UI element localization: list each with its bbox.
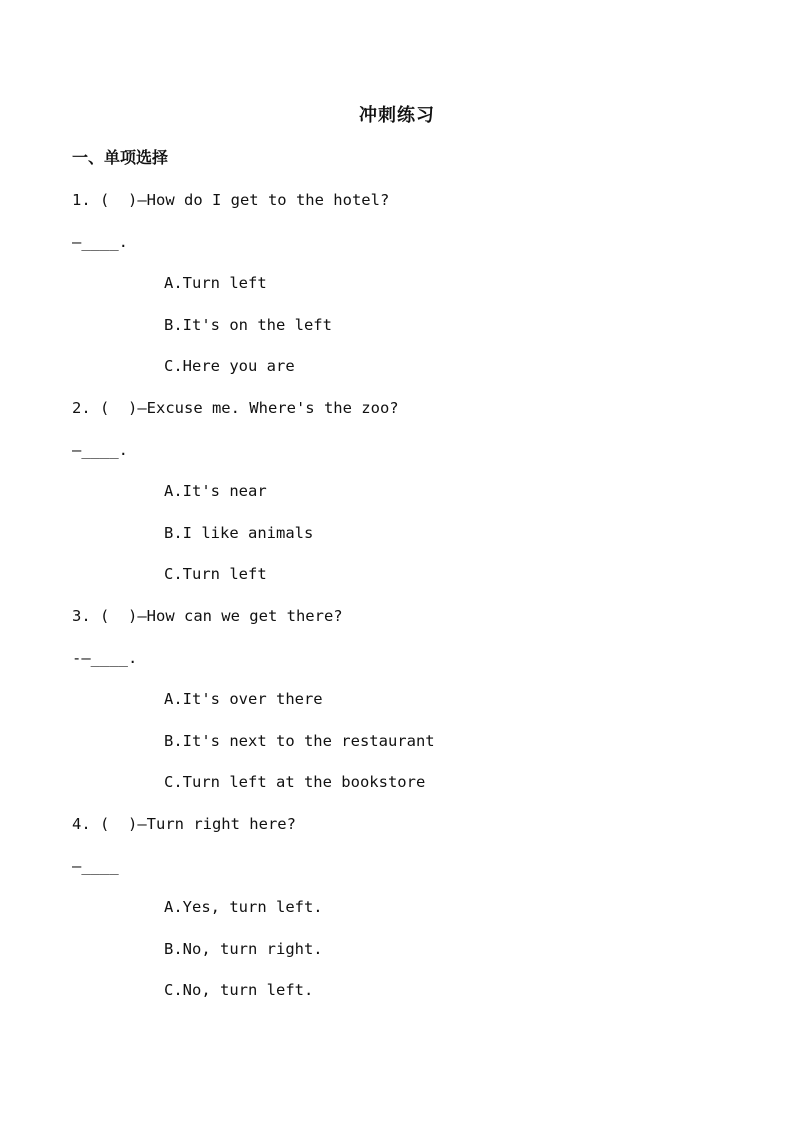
option-a: A.Yes, turn left. bbox=[164, 898, 323, 917]
question-3 bbox=[72, 604, 752, 812]
option-c: C.Turn left bbox=[164, 565, 267, 584]
question-stem: 4. ( )—Turn right here? bbox=[72, 814, 296, 833]
question-stem: 1. ( )—How do I get to the hotel? bbox=[72, 191, 390, 209]
option-a: A.It's near bbox=[164, 482, 267, 501]
option-b: B.It's next to the restaurant bbox=[164, 731, 435, 750]
answer-blank: -—____. bbox=[72, 648, 138, 667]
question-stem: 3. ( )—How can we get there? bbox=[72, 606, 343, 625]
question-1 bbox=[72, 188, 752, 396]
option-b: B.No, turn right. bbox=[164, 939, 323, 958]
option-a: A.Turn left bbox=[164, 274, 267, 293]
answer-blank: —____. bbox=[72, 440, 128, 459]
section-heading: 一、单项选择 bbox=[72, 148, 169, 167]
question-2 bbox=[72, 396, 752, 604]
answer-blank: —____. bbox=[72, 232, 128, 251]
page-title: 冲刺练习 bbox=[359, 105, 435, 126]
option-c: C.Here you are bbox=[164, 357, 295, 376]
option-b: B.It's on the left bbox=[164, 315, 332, 334]
question-4 bbox=[72, 812, 752, 1020]
option-c: C.Turn left at the bookstore bbox=[164, 773, 426, 792]
question-stem: 2. ( )—Excuse me. Where's the zoo? bbox=[72, 398, 399, 417]
option-b: B.I like animals bbox=[164, 523, 314, 542]
option-a: A.It's over there bbox=[164, 690, 323, 709]
option-c: C.No, turn left. bbox=[164, 981, 314, 1000]
answer-blank: —____ bbox=[72, 856, 119, 875]
question-list bbox=[72, 188, 752, 1020]
